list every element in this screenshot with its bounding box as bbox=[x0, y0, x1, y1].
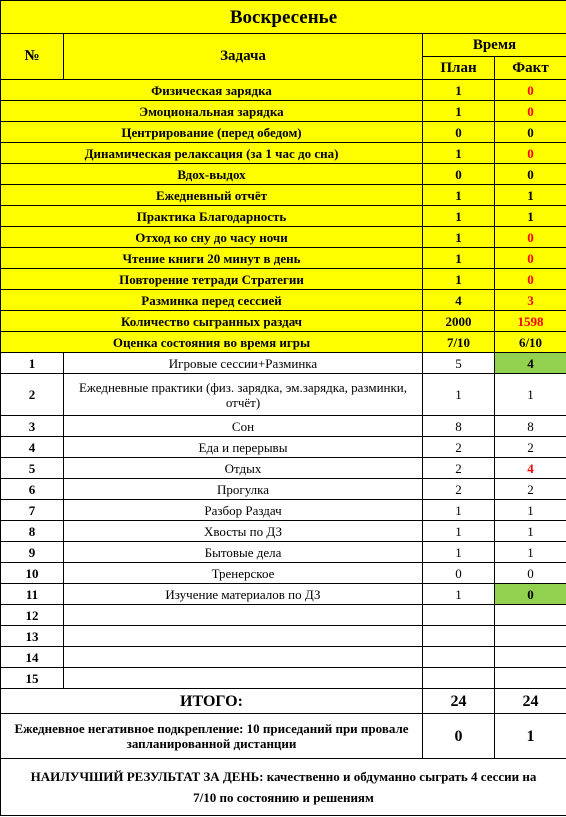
time-task-plan: 0 bbox=[423, 563, 495, 584]
daily-task-fact: 1598 bbox=[495, 311, 566, 332]
daily-task-plan: 2000 bbox=[423, 311, 495, 332]
daily-task-plan: 0 bbox=[423, 164, 495, 185]
time-task-number: 9 bbox=[1, 542, 64, 563]
reinforcement-fact: 1 bbox=[495, 714, 566, 759]
best-result-row bbox=[1, 759, 566, 816]
time-task-row bbox=[1, 374, 566, 416]
time-task-number: 10 bbox=[1, 563, 64, 584]
daily-task-name: Оценка состояния во время игры bbox=[1, 332, 423, 353]
daily-task-row bbox=[1, 332, 566, 353]
time-task-row bbox=[1, 521, 566, 542]
daily-task-name: Физическая зарядка bbox=[1, 80, 423, 101]
time-task-fact: 2 bbox=[495, 437, 566, 458]
daily-task-fact: 1 bbox=[495, 206, 566, 227]
time-task-plan: 2 bbox=[423, 479, 495, 500]
reinforcement-plan: 0 bbox=[423, 714, 495, 759]
daily-task-row bbox=[1, 122, 566, 143]
daily-task-fact: 0 bbox=[495, 269, 566, 290]
time-task-row bbox=[1, 416, 566, 437]
daily-task-fact: 0 bbox=[495, 122, 566, 143]
daily-task-plan: 1 bbox=[423, 269, 495, 290]
time-task-row bbox=[1, 353, 566, 374]
daily-task-name: Центрирование (перед обедом) bbox=[1, 122, 423, 143]
time-task-name: Изучение материалов по ДЗ bbox=[64, 584, 423, 605]
daily-task-row bbox=[1, 101, 566, 122]
number-column-header: № bbox=[1, 34, 64, 80]
daily-task-row bbox=[1, 164, 566, 185]
time-task-name: Сон bbox=[64, 416, 423, 437]
time-column-header: Время bbox=[423, 34, 566, 57]
daily-task-row bbox=[1, 227, 566, 248]
time-task-plan: 1 bbox=[423, 542, 495, 563]
time-task-number: 5 bbox=[1, 458, 64, 479]
task-column-header: Задача bbox=[64, 34, 423, 80]
daily-task-name: Разминка перед сессией bbox=[1, 290, 423, 311]
time-task-row bbox=[1, 437, 566, 458]
time-task-fact bbox=[495, 647, 566, 668]
best-result-text: НАИЛУЧШИЙ РЕЗУЛЬТАТ ЗА ДЕНЬ: качественно и обдуманно сыграть 4 сессии на 7/10 по состоянию и решениям bbox=[1, 759, 566, 816]
daily-task-plan: 7/10 bbox=[423, 332, 495, 353]
time-task-plan: 1 bbox=[423, 584, 495, 605]
daily-task-name: Количество сыгранных раздач bbox=[1, 311, 423, 332]
time-task-row bbox=[1, 626, 566, 647]
daily-task-plan: 0 bbox=[423, 122, 495, 143]
time-task-row bbox=[1, 542, 566, 563]
time-task-row bbox=[1, 563, 566, 584]
time-task-fact: 0 bbox=[495, 584, 566, 605]
time-task-fact: 1 bbox=[495, 542, 566, 563]
daily-task-plan: 1 bbox=[423, 248, 495, 269]
time-task-row bbox=[1, 479, 566, 500]
time-task-fact bbox=[495, 605, 566, 626]
time-task-number: 3 bbox=[1, 416, 64, 437]
time-task-fact: 1 bbox=[495, 374, 566, 416]
time-task-name: Тренерское bbox=[64, 563, 423, 584]
time-task-name: Ежедневные практики (физ. зарядка, эм.зарядка, разминки, отчёт) bbox=[64, 374, 423, 416]
time-task-plan bbox=[423, 647, 495, 668]
daily-task-plan: 1 bbox=[423, 143, 495, 164]
daily-task-name: Эмоциональная зарядка bbox=[1, 101, 423, 122]
daily-task-fact: 0 bbox=[495, 227, 566, 248]
total-fact: 24 bbox=[495, 689, 566, 714]
time-task-number: 13 bbox=[1, 626, 64, 647]
daily-task-row bbox=[1, 80, 566, 101]
daily-task-row bbox=[1, 185, 566, 206]
daily-task-row bbox=[1, 290, 566, 311]
time-task-number: 14 bbox=[1, 647, 64, 668]
time-task-plan bbox=[423, 626, 495, 647]
daily-task-fact: 0 bbox=[495, 164, 566, 185]
time-task-fact: 2 bbox=[495, 479, 566, 500]
time-task-number: 12 bbox=[1, 605, 64, 626]
total-plan: 24 bbox=[423, 689, 495, 714]
time-task-plan bbox=[423, 668, 495, 689]
daily-task-plan: 1 bbox=[423, 80, 495, 101]
plan-column-header: План bbox=[423, 57, 495, 80]
daily-task-plan: 1 bbox=[423, 185, 495, 206]
time-task-name bbox=[64, 647, 423, 668]
time-task-row bbox=[1, 605, 566, 626]
time-task-row bbox=[1, 668, 566, 689]
daily-task-fact: 6/10 bbox=[495, 332, 566, 353]
time-task-plan: 2 bbox=[423, 458, 495, 479]
time-task-fact: 1 bbox=[495, 500, 566, 521]
daily-task-name: Повторение тетради Стратегии bbox=[1, 269, 423, 290]
time-task-fact: 4 bbox=[495, 353, 566, 374]
time-task-fact bbox=[495, 626, 566, 647]
time-task-name bbox=[64, 668, 423, 689]
time-task-plan: 1 bbox=[423, 500, 495, 521]
time-task-name: Игровые сессии+Разминка bbox=[64, 353, 423, 374]
time-task-row bbox=[1, 647, 566, 668]
daily-task-fact: 0 bbox=[495, 80, 566, 101]
time-task-number: 1 bbox=[1, 353, 64, 374]
time-task-plan: 1 bbox=[423, 521, 495, 542]
daily-task-name: Чтение книги 20 минут в день bbox=[1, 248, 423, 269]
daily-task-name: Ежедневный отчёт bbox=[1, 185, 423, 206]
time-task-name: Бытовые дела bbox=[64, 542, 423, 563]
time-task-fact: 8 bbox=[495, 416, 566, 437]
daily-task-plan: 1 bbox=[423, 206, 495, 227]
daily-task-fact: 3 bbox=[495, 290, 566, 311]
total-label: ИТОГО: bbox=[1, 689, 423, 714]
daily-task-row bbox=[1, 269, 566, 290]
reinforcement-text: Ежедневное негативное подкрепление: 10 приседаний при провале запланированной дистанции bbox=[1, 714, 423, 759]
time-task-plan: 8 bbox=[423, 416, 495, 437]
time-task-name: Отдых bbox=[64, 458, 423, 479]
daily-task-name: Отход ко сну до часу ночи bbox=[1, 227, 423, 248]
time-task-name: Хвосты по ДЗ bbox=[64, 521, 423, 542]
time-task-number: 6 bbox=[1, 479, 64, 500]
time-task-number: 8 bbox=[1, 521, 64, 542]
reinforcement-row bbox=[1, 714, 566, 759]
time-task-number: 4 bbox=[1, 437, 64, 458]
time-task-number: 15 bbox=[1, 668, 64, 689]
time-task-plan: 2 bbox=[423, 437, 495, 458]
daily-task-name: Практика Благодарность bbox=[1, 206, 423, 227]
time-task-row bbox=[1, 584, 566, 605]
daily-task-row bbox=[1, 206, 566, 227]
daily-task-plan: 1 bbox=[423, 101, 495, 122]
daily-task-fact: 0 bbox=[495, 101, 566, 122]
time-task-number: 2 bbox=[1, 374, 64, 416]
time-task-row bbox=[1, 500, 566, 521]
daily-task-fact: 0 bbox=[495, 143, 566, 164]
time-task-plan: 1 bbox=[423, 374, 495, 416]
time-task-plan bbox=[423, 605, 495, 626]
daily-task-plan: 1 bbox=[423, 227, 495, 248]
time-task-number: 7 bbox=[1, 500, 64, 521]
daily-task-plan: 4 bbox=[423, 290, 495, 311]
daily-task-fact: 1 bbox=[495, 185, 566, 206]
time-task-fact: 0 bbox=[495, 563, 566, 584]
day-title: Воскресенье bbox=[1, 1, 566, 34]
time-task-fact: 1 bbox=[495, 521, 566, 542]
time-task-name: Прогулка bbox=[64, 479, 423, 500]
time-task-name: Разбор Раздач bbox=[64, 500, 423, 521]
time-task-name bbox=[64, 605, 423, 626]
time-task-fact bbox=[495, 668, 566, 689]
time-task-number: 11 bbox=[1, 584, 64, 605]
time-task-name bbox=[64, 626, 423, 647]
daily-task-row bbox=[1, 248, 566, 269]
daily-task-fact: 0 bbox=[495, 248, 566, 269]
daily-task-name: Динамическая релаксация (за 1 час до сна) bbox=[1, 143, 423, 164]
total-row bbox=[1, 689, 566, 714]
fact-column-header: Факт bbox=[495, 57, 566, 80]
daily-task-row bbox=[1, 311, 566, 332]
daily-task-row bbox=[1, 143, 566, 164]
time-task-plan: 5 bbox=[423, 353, 495, 374]
daily-task-name: Вдох-выдох bbox=[1, 164, 423, 185]
time-task-name: Еда и перерывы bbox=[64, 437, 423, 458]
time-task-fact: 4 bbox=[495, 458, 566, 479]
time-task-row bbox=[1, 458, 566, 479]
